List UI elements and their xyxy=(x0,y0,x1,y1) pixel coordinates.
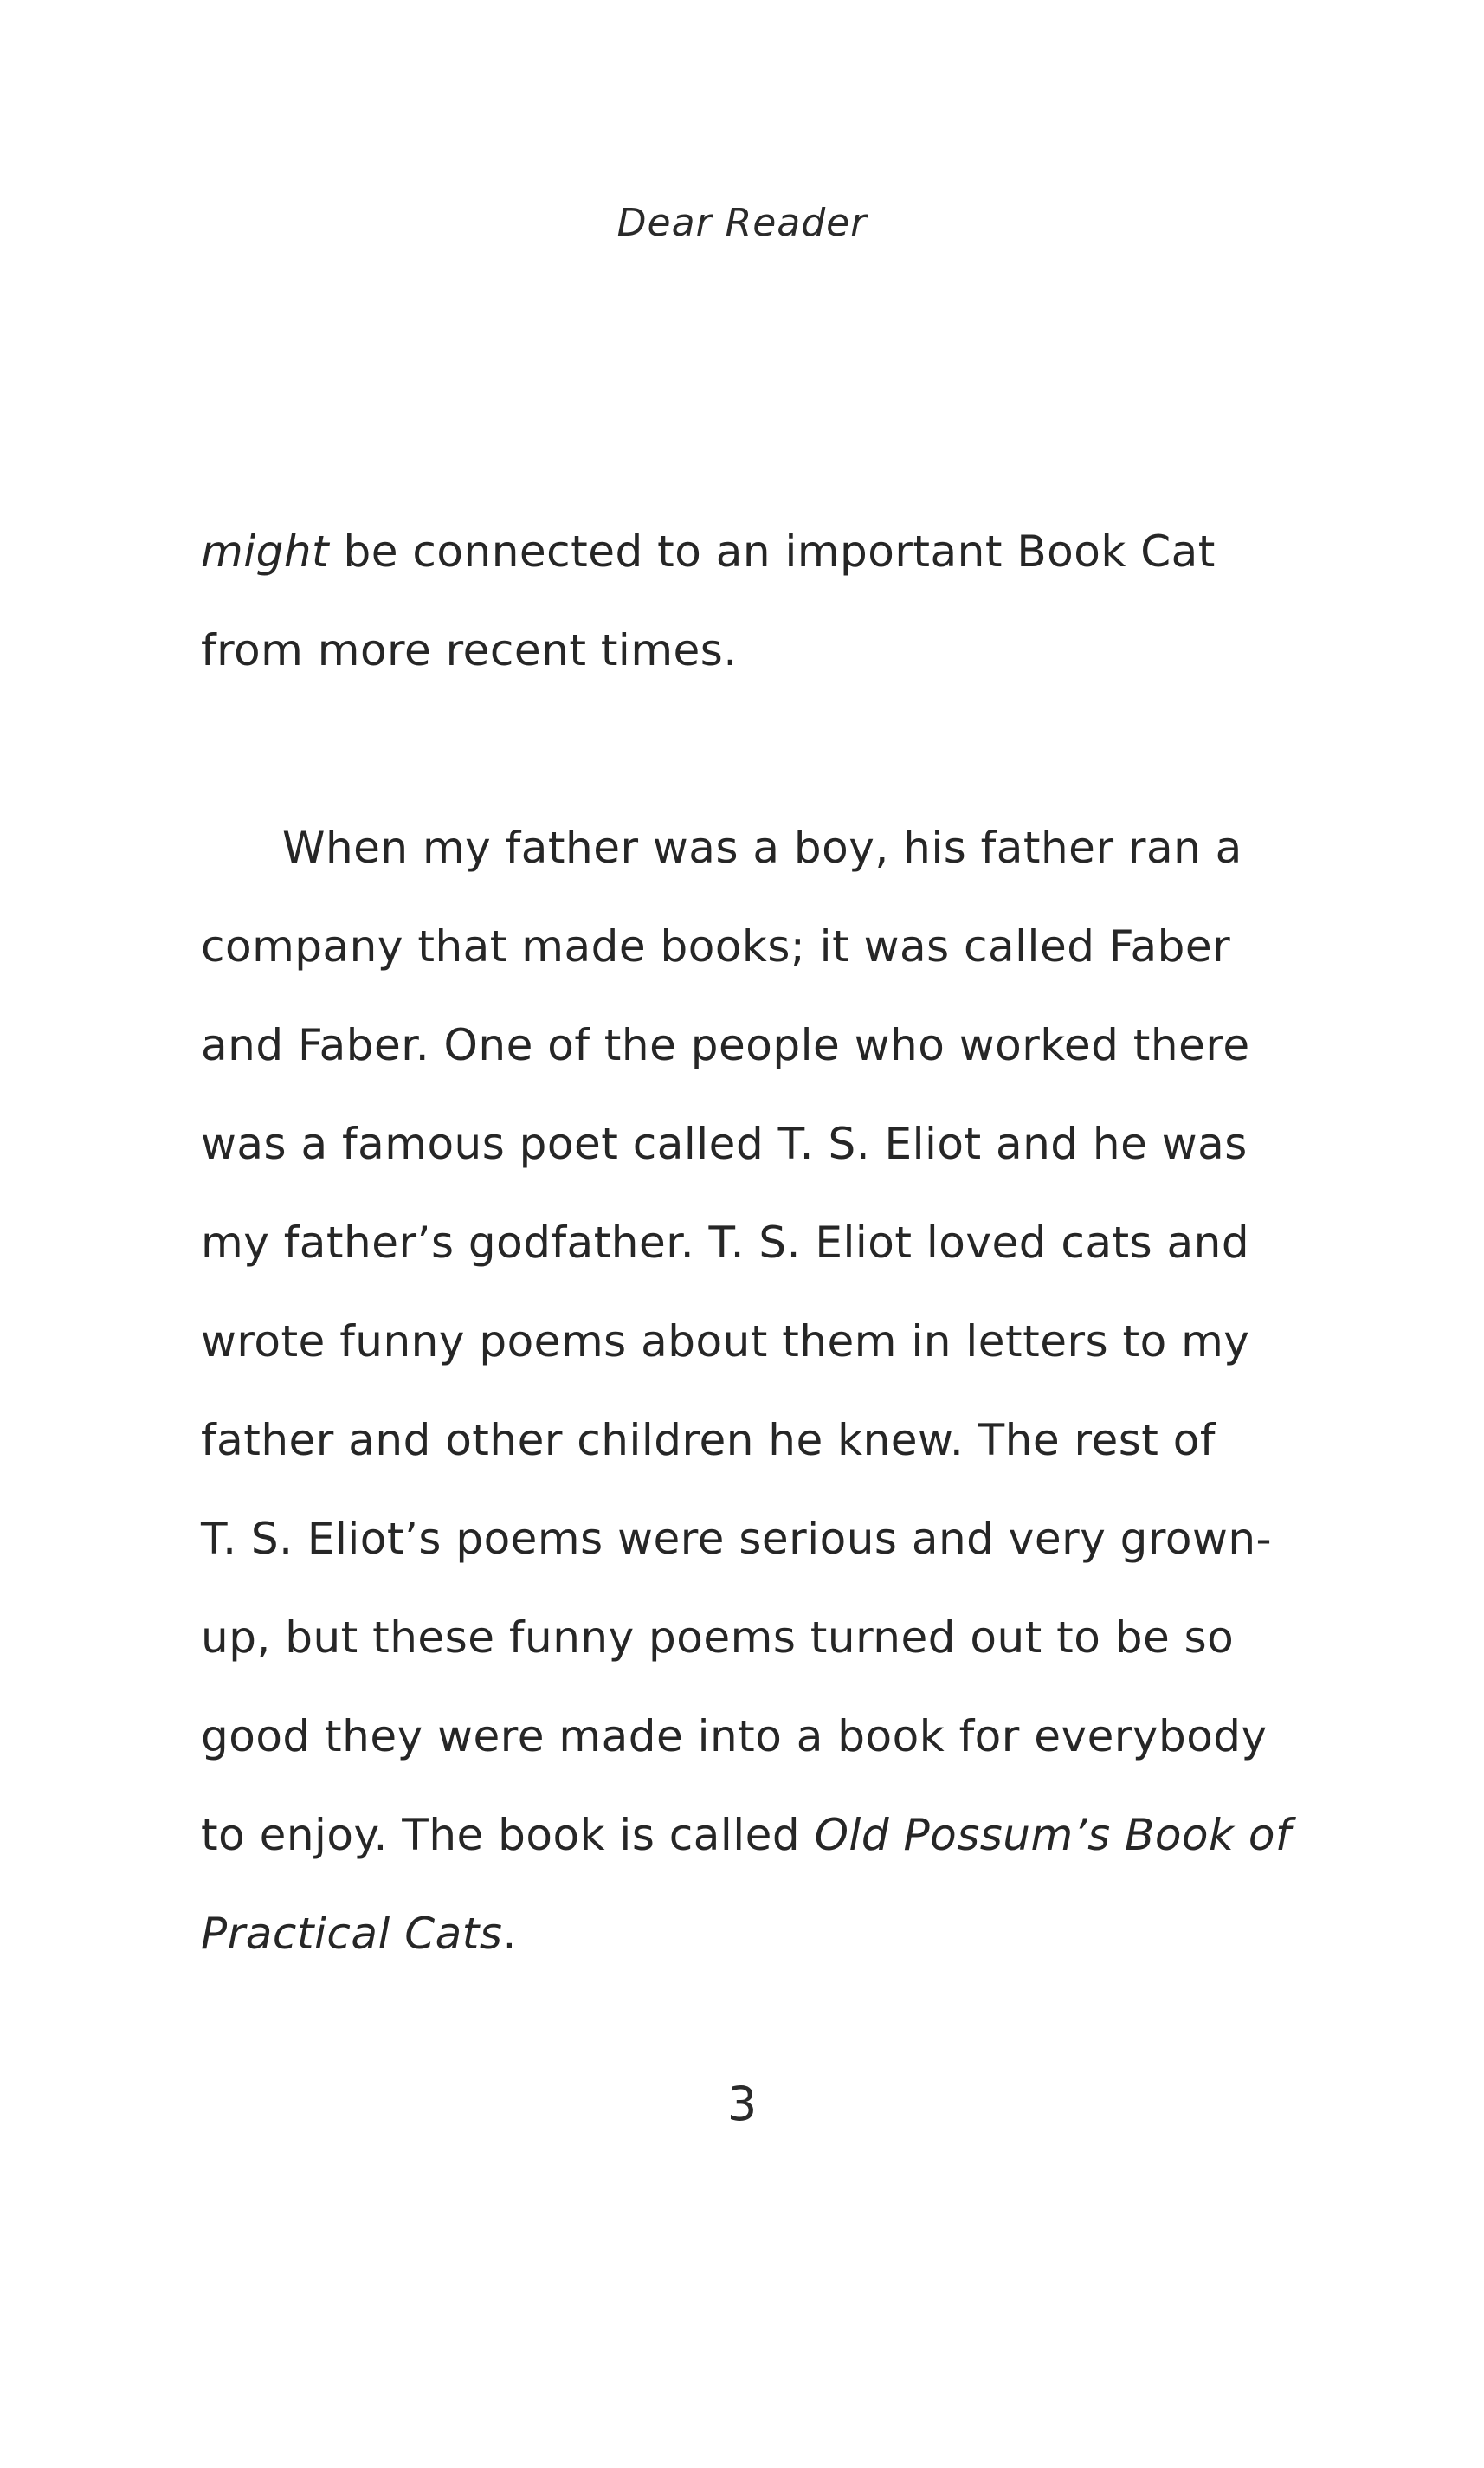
line-text: to enjoy. The book is called xyxy=(201,1810,815,1860)
book-title-part-1: Old Possum’s Book of xyxy=(814,1810,1292,1860)
body-text xyxy=(201,502,1292,1983)
text-line xyxy=(201,502,1240,601)
text-line: good they were made into a book for everybody xyxy=(201,1711,1268,1761)
text-line: my father’s godfather. T. S. Eliot loved cats and xyxy=(201,1218,1250,1268)
line-text: be connected to an important Book Cat xyxy=(329,527,1216,577)
running-head: Dear Reader xyxy=(616,201,868,245)
text-line: wrote funny poems about them in letters to my xyxy=(201,1316,1250,1366)
book-title-part-2: Practical Cats xyxy=(201,1909,503,1959)
text-line: up, but these funny poems turned out to be so xyxy=(201,1612,1235,1663)
line-end-punctuation: . xyxy=(502,1909,517,1959)
italic-word: might xyxy=(201,527,330,577)
text-line: company that made books; it was called Faber xyxy=(201,921,1231,972)
text-line: father and other children he knew. The rest of xyxy=(201,1415,1216,1465)
page-number: 3 xyxy=(726,2077,758,2131)
text-line: When my father was a boy, his father ran a xyxy=(282,823,1242,873)
paragraph-gap xyxy=(201,700,1240,798)
text-line: from more recent times. xyxy=(201,625,738,675)
text-line: T. S. Eliot’s poems were serious and very grown- xyxy=(201,1514,1273,1564)
text-line xyxy=(201,1884,1240,1983)
text-line: was a famous poet called T. S. Eliot and he was xyxy=(201,1119,1248,1169)
text-line: and Faber. One of the people who worked there xyxy=(201,1020,1250,1070)
text-line xyxy=(201,1786,1292,1884)
